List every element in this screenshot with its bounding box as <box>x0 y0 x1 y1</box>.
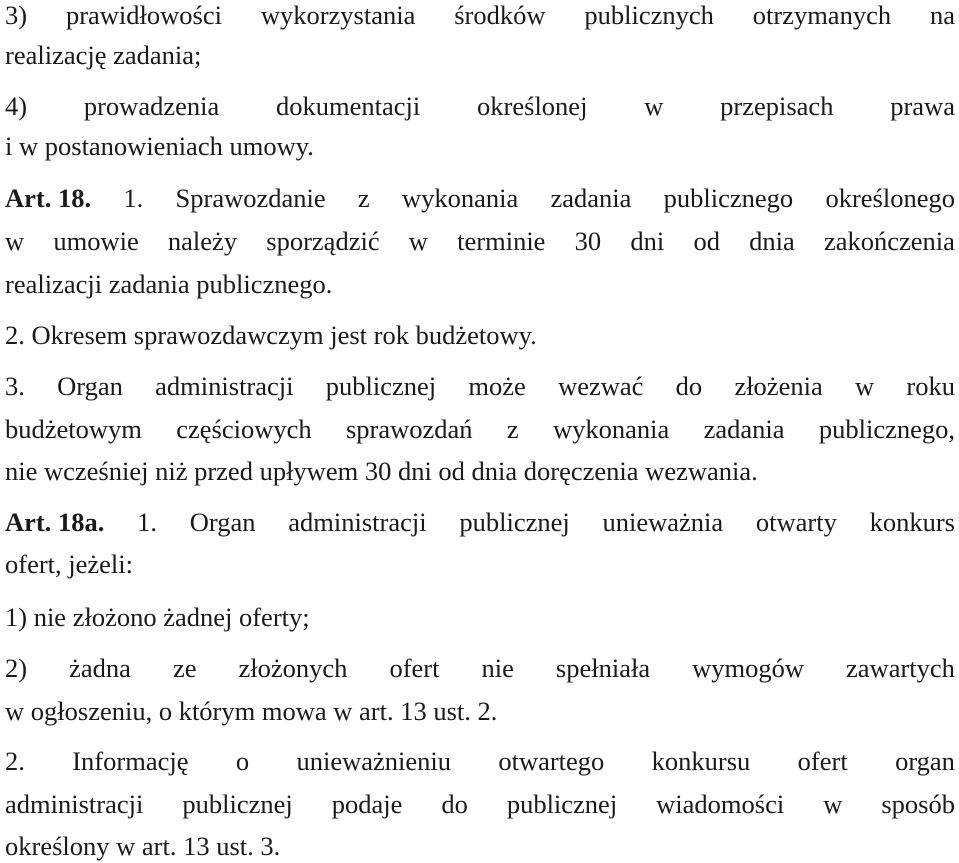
paragraph-line: określony w art. 13 ust. 3. <box>5 831 281 861</box>
paragraph-line <box>5 787 955 821</box>
word: administracji <box>5 789 144 819</box>
word: z <box>357 183 370 213</box>
paragraph-line: ofert, jeżeli: <box>5 549 134 579</box>
paragraph-line: realizację zadania; <box>5 40 202 70</box>
word: wezwać <box>558 371 644 401</box>
word: w <box>408 226 428 256</box>
word: otwartego <box>498 746 605 776</box>
word: złożonych <box>238 653 348 683</box>
word: podaje <box>331 789 403 819</box>
word: w <box>854 371 875 401</box>
word: publicznej <box>506 789 618 819</box>
word: organ <box>895 746 955 776</box>
list-item <box>5 651 955 685</box>
word: 4) <box>5 91 28 121</box>
paragraph-line: w ogłoszeniu, o którym mowa w art. 13 ust. 2. <box>5 696 498 726</box>
article-label: Art. 18a. <box>5 507 105 537</box>
word: publicznej <box>325 371 437 401</box>
word: wykorzystania <box>260 0 416 30</box>
word: o <box>235 746 250 776</box>
word: otwarty <box>755 507 837 537</box>
word: sporządzić <box>266 226 380 256</box>
word: wykonania <box>401 183 519 213</box>
word: konkurs <box>869 507 955 537</box>
paragraph-line: realizacji zadania publicznego. <box>5 269 333 299</box>
paragraph-line: nie wcześniej niż przed upływem 30 dni od dnia doręczenia wezwania. <box>5 456 758 486</box>
word: roku <box>906 371 955 401</box>
article-heading-line <box>5 181 955 215</box>
paragraph-line <box>5 89 955 123</box>
paragraph-line <box>5 369 955 403</box>
word: terminie <box>457 226 546 256</box>
word: 2. <box>5 746 25 776</box>
word: złożenia <box>734 371 823 401</box>
word: częściowych <box>176 414 312 444</box>
word: publicznych <box>584 0 714 30</box>
word: określonego <box>825 183 955 213</box>
word: od <box>693 226 720 256</box>
word: 3. <box>5 371 25 401</box>
word: w <box>823 789 843 819</box>
paragraph-line <box>5 224 955 258</box>
word: sposób <box>881 789 955 819</box>
word: prowadzenia <box>83 91 220 121</box>
word: wykonania <box>552 414 670 444</box>
paragraph-line <box>5 0 955 32</box>
word: do <box>675 371 703 401</box>
word: 1. <box>123 183 144 213</box>
word: 2) <box>5 653 28 683</box>
word: publicznej <box>459 507 570 537</box>
word: publicznego <box>663 183 794 213</box>
paragraph-line <box>5 744 955 778</box>
word: unieważnieniu <box>296 746 451 776</box>
word: Informację <box>72 746 189 776</box>
list-item: 1) nie złożono żadnej oferty; <box>5 602 310 632</box>
word: administracji <box>288 507 427 537</box>
article-label: Art. 18. <box>5 183 92 213</box>
word: do <box>441 789 468 819</box>
paragraph-line: i w postanowieniach umowy. <box>5 131 314 161</box>
word: 1. <box>137 507 157 537</box>
word: dokumentacji <box>276 91 421 121</box>
word: administracji <box>155 371 294 401</box>
word: zadania <box>550 183 632 213</box>
word: zakończenia <box>823 226 955 256</box>
word: zadania <box>703 414 785 444</box>
word: konkursu <box>651 746 751 776</box>
word: Sprawozdanie <box>175 183 326 213</box>
word: przepisach <box>720 91 834 121</box>
word: żadna <box>69 653 131 683</box>
word: 30 <box>574 226 602 256</box>
word: wiadomości <box>656 789 785 819</box>
word: otrzymanych <box>752 0 892 30</box>
word: unieważnia <box>602 507 724 537</box>
word: z <box>506 414 519 444</box>
word: spełniała <box>555 653 651 683</box>
word: określonej <box>477 91 588 121</box>
word: w <box>644 91 664 121</box>
word: Organ <box>57 371 123 401</box>
word: prawidłowości <box>65 0 222 30</box>
word: zawartych <box>846 653 955 683</box>
word: sprawozdań <box>345 414 473 444</box>
paragraph-line: 2. Okresem sprawozdawczym jest rok budżetowy. <box>5 320 537 350</box>
word: dnia <box>749 226 795 256</box>
word: nie <box>481 653 514 683</box>
word: może <box>468 371 526 401</box>
word: dni <box>630 226 665 256</box>
word: budżetowym <box>5 414 142 444</box>
word: umowie <box>53 226 139 256</box>
word: publicznego, <box>818 414 955 444</box>
word: ofert <box>389 653 440 683</box>
word: 3) <box>5 0 28 30</box>
word: w <box>5 226 25 256</box>
word: wymogów <box>692 653 805 683</box>
article-heading-line <box>5 505 955 539</box>
word: publicznej <box>182 789 293 819</box>
word: środków <box>454 0 546 30</box>
word: Organ <box>189 507 256 537</box>
word: ze <box>172 653 197 683</box>
word: należy <box>167 226 238 256</box>
paragraph-line <box>5 412 955 446</box>
word: ofert <box>797 746 848 776</box>
word: na <box>929 0 955 30</box>
word: prawa <box>890 91 955 121</box>
